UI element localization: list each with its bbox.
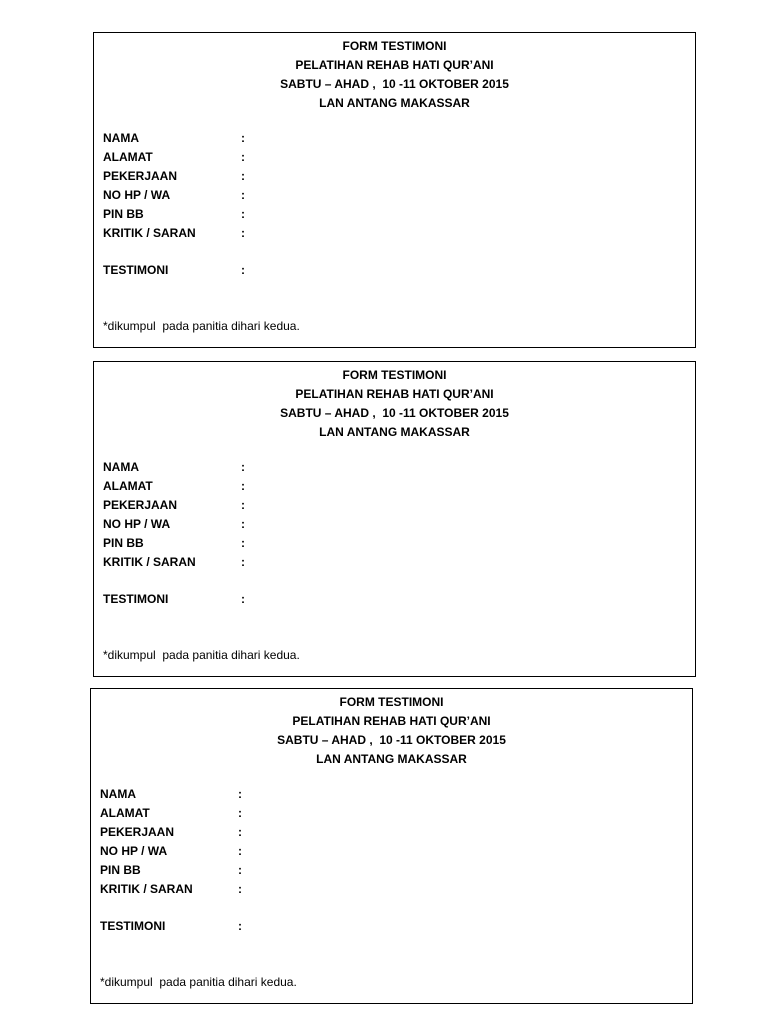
field-nama xyxy=(103,129,685,148)
field-alamat xyxy=(103,477,685,496)
event-location: LAN ANTANG MAKASSAR xyxy=(316,752,467,766)
field-kritik-saran xyxy=(100,880,682,899)
field-no-hp xyxy=(103,515,685,534)
form-header xyxy=(94,37,695,113)
testimonial-form-1 xyxy=(93,32,696,348)
field-pekerjaan xyxy=(103,496,685,515)
field-colon: : xyxy=(241,498,245,512)
field-pekerjaan xyxy=(103,167,685,186)
field-kritik-saran xyxy=(103,224,685,243)
field-colon: : xyxy=(238,882,242,896)
field-label: NAMA xyxy=(103,131,139,145)
field-label: ALAMAT xyxy=(103,479,153,493)
form-header xyxy=(94,366,695,442)
field-no-hp xyxy=(103,186,685,205)
field-no-hp xyxy=(100,842,682,861)
field-alamat xyxy=(100,804,682,823)
field-colon: : xyxy=(241,517,245,531)
event-name: PELATIHAN REHAB HATI QUR’ANI xyxy=(295,58,494,72)
form-footnote: *dikumpul pada panitia dihari kedua. xyxy=(103,319,300,333)
field-nama xyxy=(103,458,685,477)
field-colon: : xyxy=(241,169,245,183)
form-header xyxy=(91,693,692,769)
field-colon: : xyxy=(238,863,242,877)
field-colon: : xyxy=(241,150,245,164)
field-colon: : xyxy=(238,919,242,933)
form-fields xyxy=(103,458,685,609)
field-colon: : xyxy=(241,207,245,221)
event-name: PELATIHAN REHAB HATI QUR’ANI xyxy=(292,714,491,728)
field-label: PIN BB xyxy=(100,863,141,877)
field-colon: : xyxy=(241,226,245,240)
testimonial-form-3 xyxy=(90,688,693,1004)
field-label: TESTIMONI xyxy=(103,263,169,277)
field-pekerjaan xyxy=(100,823,682,842)
form-title: FORM TESTIMONI xyxy=(342,368,447,382)
event-date: SABTU – AHAD , 10 -11 OKTOBER 2015 xyxy=(280,406,509,420)
field-label: NAMA xyxy=(103,460,139,474)
field-alamat xyxy=(103,148,685,167)
field-label: TESTIMONI xyxy=(100,919,166,933)
field-pin-bb xyxy=(100,861,682,880)
field-testimoni xyxy=(103,590,685,609)
field-colon: : xyxy=(241,555,245,569)
field-kritik-saran xyxy=(103,553,685,572)
field-label: PIN BB xyxy=(103,207,144,221)
field-colon: : xyxy=(241,460,245,474)
field-testimoni xyxy=(100,917,682,936)
field-label: KRITIK / SARAN xyxy=(100,882,193,896)
field-label: NO HP / WA xyxy=(103,188,171,202)
field-colon: : xyxy=(241,131,245,145)
form-footnote: *dikumpul pada panitia dihari kedua. xyxy=(100,975,297,989)
field-colon: : xyxy=(241,479,245,493)
field-colon: : xyxy=(238,825,242,839)
form-title: FORM TESTIMONI xyxy=(342,39,447,53)
field-colon: : xyxy=(241,188,245,202)
field-label: ALAMAT xyxy=(103,150,153,164)
field-testimoni xyxy=(103,261,685,280)
form-fields xyxy=(100,785,682,936)
field-colon: : xyxy=(241,592,245,606)
field-colon: : xyxy=(241,263,245,277)
event-date: SABTU – AHAD , 10 -11 OKTOBER 2015 xyxy=(277,733,506,747)
field-label: PEKERJAAN xyxy=(100,825,175,839)
field-colon: : xyxy=(241,536,245,550)
field-label: KRITIK / SARAN xyxy=(103,226,196,240)
form-footnote: *dikumpul pada panitia dihari kedua. xyxy=(103,648,300,662)
event-name: PELATIHAN REHAB HATI QUR’ANI xyxy=(295,387,494,401)
event-location: LAN ANTANG MAKASSAR xyxy=(319,96,470,110)
field-label: KRITIK / SARAN xyxy=(103,555,196,569)
field-nama xyxy=(100,785,682,804)
field-label: ALAMAT xyxy=(100,806,150,820)
field-colon: : xyxy=(238,844,242,858)
form-fields xyxy=(103,129,685,280)
event-location: LAN ANTANG MAKASSAR xyxy=(319,425,470,439)
field-pin-bb xyxy=(103,205,685,224)
field-label: PEKERJAAN xyxy=(103,169,178,183)
field-label: PEKERJAAN xyxy=(103,498,178,512)
testimonial-form-2 xyxy=(93,361,696,677)
field-colon: : xyxy=(238,806,242,820)
event-date: SABTU – AHAD , 10 -11 OKTOBER 2015 xyxy=(280,77,509,91)
field-pin-bb xyxy=(103,534,685,553)
field-label: TESTIMONI xyxy=(103,592,169,606)
field-colon: : xyxy=(238,787,242,801)
field-label: NAMA xyxy=(100,787,136,801)
field-label: NO HP / WA xyxy=(100,844,168,858)
field-label: PIN BB xyxy=(103,536,144,550)
form-title: FORM TESTIMONI xyxy=(339,695,444,709)
field-label: NO HP / WA xyxy=(103,517,171,531)
